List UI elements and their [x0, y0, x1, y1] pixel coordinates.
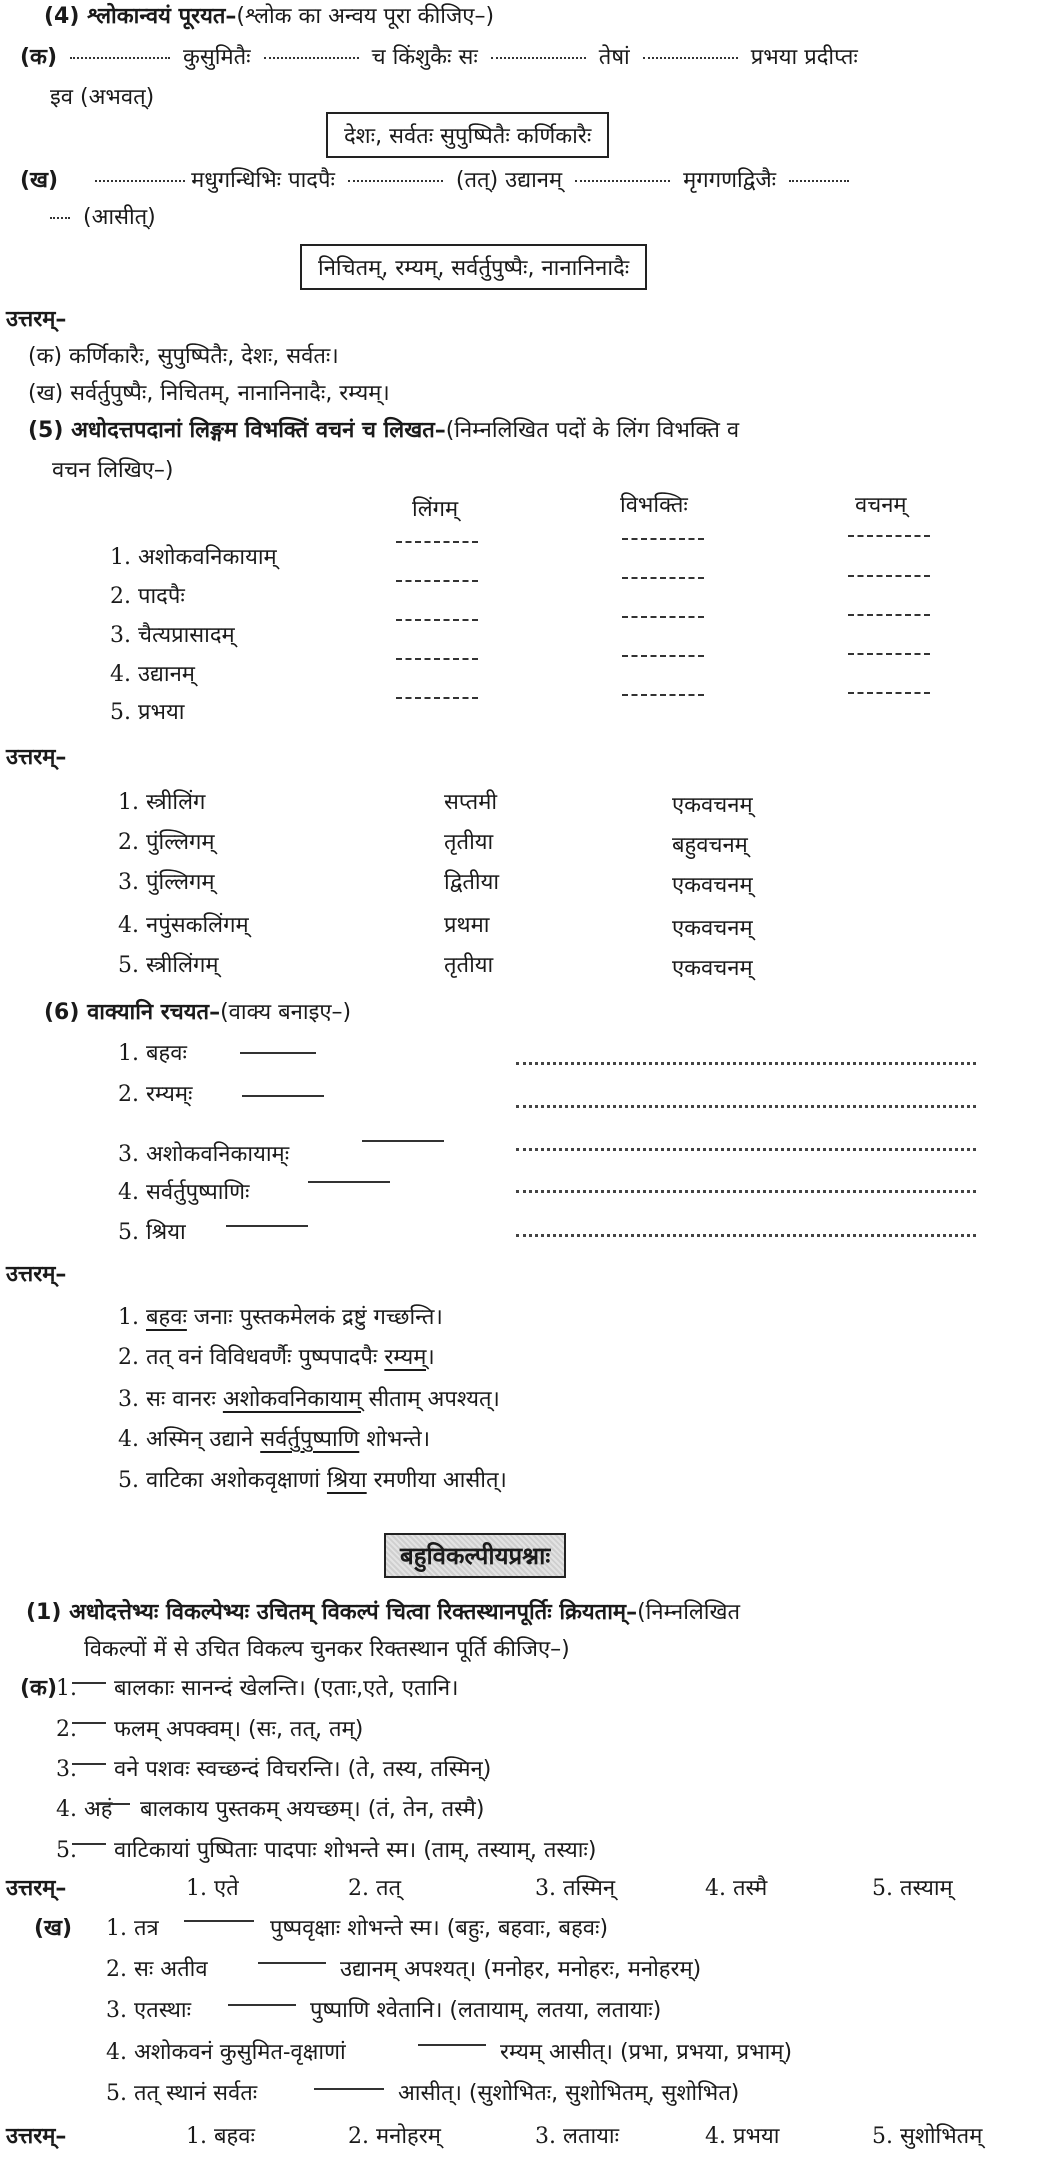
q6-word-3: 3. अशोकवनिकायाम्ः — [118, 1142, 290, 1167]
mcq-ka-blank-2[interactable] — [72, 1722, 106, 1724]
mcq-kha-blank-3[interactable] — [228, 2004, 296, 2006]
mcq-ka-item-3-no: 3. — [56, 1757, 77, 1782]
q6-sentence-line-2[interactable] — [516, 1105, 976, 1108]
q4-kha-word-box: निचितम्, रम्यम्, सर्वर्तुपुष्पैः, नानानिनादैः — [300, 244, 647, 290]
mcq-q1-hint: (निम्नलिखित — [637, 1600, 741, 1625]
item-no: 4. — [106, 2040, 127, 2065]
mcq-ka-item-4 — [56, 1797, 113, 1823]
pre-text: सः अतीव — [134, 1957, 208, 1982]
q6-blank-1[interactable] — [240, 1052, 316, 1054]
q5-answer-vibhakti-1: सप्तमी — [444, 790, 498, 815]
q6-heading: (6) वाक्यानि रचयत– — [44, 1000, 221, 1025]
q5-answer-vachana-2: बहुवचनम् — [672, 833, 748, 858]
mcq-kha-answer-4: 4. प्रभया — [705, 2124, 780, 2149]
q4-answer-kha: (ख) सर्वर्तुपुष्पैः, निचितम्, नानानिनादैः, रम्यम्। — [28, 381, 390, 406]
row-no: 3. — [118, 870, 139, 895]
blank-dots[interactable] — [643, 57, 738, 59]
item-no: 1. — [56, 1676, 77, 1701]
q5-answer-row-2 — [118, 830, 215, 856]
q4-ka-line1 — [20, 45, 858, 71]
q5-heading-hint: (निम्नलिखित पदों के लिंग विभक्ति व — [445, 418, 740, 443]
blank-linga-4[interactable] — [396, 658, 478, 660]
q5-answer-vachana-4: एकवचनम् — [672, 916, 753, 941]
text: 1. — [118, 1305, 146, 1330]
mcq-kha-item-3 — [106, 1998, 191, 2024]
q6-sentence-line-3[interactable] — [516, 1148, 976, 1151]
mcq-kha-item-2 — [106, 1957, 208, 1983]
mcq-kha-item-5 — [106, 2081, 257, 2107]
q6-sentence-line-5[interactable] — [516, 1234, 976, 1237]
q5-word-5: 5. प्रभया — [110, 700, 185, 725]
mcq-kha-answer-3: 3. लतायाः — [535, 2124, 620, 2149]
blank-linga-5[interactable] — [396, 697, 478, 699]
q6-answer-2 — [118, 1345, 435, 1371]
mcq-kha-blank-5[interactable] — [314, 2088, 384, 2090]
q4-ka-line2: इव (अभवत्) — [50, 85, 155, 110]
mcq-ka-item-1 — [56, 1676, 77, 1702]
mcq-kha-text-4: रम्यम् आसीत्। (प्रभा, प्रभया, प्रभाम्) — [500, 2040, 793, 2065]
blank-linga-2[interactable] — [396, 580, 478, 582]
q4-answer-label: उत्तरम्– — [6, 307, 67, 332]
mcq-kha-answer-1: 1. बहवः — [186, 2124, 255, 2149]
q5-col-linga: लिंगम् — [412, 497, 459, 522]
pre-text: अहं — [84, 1797, 113, 1822]
q4-ka-label: (क) — [20, 45, 58, 70]
q6-word-1: 1. बहवः — [118, 1041, 187, 1066]
q4-ka-text-4: प्रभया प्रदीप्तः — [750, 45, 858, 70]
mcq-kha-blank-4[interactable] — [418, 2044, 486, 2046]
blank-dots[interactable] — [491, 57, 586, 59]
blank-vibhakti-2[interactable] — [622, 577, 704, 579]
mcq-ka-text-3: वने पशवः स्वच्छन्दं विचरन्ति। (ते, तस्य, तस्मिन्) — [114, 1757, 492, 1782]
blank-vibhakti-5[interactable] — [622, 694, 704, 696]
q5-word-3: 3. चैत्यप्रासादम् — [110, 623, 235, 648]
q6-sentence-line-1[interactable] — [516, 1062, 976, 1065]
mcq-kha-label: (ख) — [34, 1916, 73, 1941]
q4-heading: (4) श्लोकान्वयं पूरयत– — [44, 4, 237, 29]
blank-vibhakti-1[interactable] — [622, 538, 704, 540]
q6-answer-5 — [118, 1468, 507, 1494]
q4-kha-text-1: मधुगन्धिभिः पादपैः — [191, 168, 335, 193]
q4-kha-label: (ख) — [20, 168, 59, 193]
q5-word-1: 1. अशोकवनिकायाम् — [110, 545, 277, 570]
linga: स्त्रीलिंग — [146, 790, 206, 815]
q6-heading-row — [44, 1000, 351, 1026]
mcq-kha-item-4 — [106, 2040, 346, 2066]
item-no: 3. — [106, 1998, 127, 2023]
linga: पुंल्लिगम् — [146, 830, 215, 855]
q5-col-vibhakti: विभक्तिः — [620, 493, 688, 518]
q4-ka-text-3: तेषां — [598, 45, 630, 70]
q4-kha-text-3: मृगगणद्विजैः — [683, 168, 777, 193]
q4-heading-row — [44, 4, 494, 30]
mcq-kha-text-3: पुष्पाणि श्वेतानि। (लतायाम्, लतया, लतायाः) — [310, 1998, 662, 2023]
q6-word-4: 4. सर्वर्तुपुष्पाणिः — [118, 1180, 250, 1205]
q5-answer-vibhakti-3: द्वितीया — [444, 870, 500, 895]
q6-answer-1 — [118, 1305, 443, 1331]
q4-heading-hint: (श्लोक का अन्वय पूरा कीजिए–) — [236, 4, 495, 29]
blank-dots[interactable] — [264, 57, 359, 59]
mcq-ka-blank-4[interactable] — [96, 1803, 130, 1805]
q6-answer-4 — [118, 1427, 430, 1453]
q6-answer-label: उत्तरम्– — [6, 1262, 67, 1287]
mcq-q1-heading: (1) अधोदत्तेभ्यः विकल्पेभ्यः उचितम् विकल्पं चित्वा रिक्तस्थानपूर्तिः क्रियताम्– — [26, 1600, 638, 1625]
mcq-ka-item-2-no: 2. — [56, 1717, 77, 1742]
q5-word-4: 4. उद्यानम् — [110, 662, 195, 687]
blank-dots[interactable] — [50, 217, 70, 219]
blank-linga-3[interactable] — [396, 619, 478, 621]
blank-vachana-3[interactable] — [848, 614, 930, 616]
item-no: 1. — [106, 1916, 127, 1941]
q5-heading-hint-line2: वचन लिखिए–) — [52, 458, 174, 483]
q6-word-5: 5. श्रिया — [118, 1220, 186, 1245]
q6-sentence-line-4[interactable] — [516, 1190, 976, 1193]
mcq-kha-text-2: उद्यानम् अपश्यत्। (मनोहर, मनोहरः, मनोहरम्) — [340, 1957, 702, 1982]
mcq-ka-label: (क) — [20, 1676, 58, 1701]
row-no: 5. — [118, 953, 139, 978]
q6-blank-3[interactable] — [362, 1140, 444, 1142]
q5-answer-row-3 — [118, 870, 215, 896]
q4-ka-text-2: च किंशुकैः सः — [371, 45, 478, 70]
text: जनाः पुस्तकमेलकं द्रष्टुं गच्छन्ति। — [186, 1305, 443, 1330]
q5-answer-vibhakti-5: तृतीया — [444, 953, 494, 978]
mcq-q1-hint-line2: विकल्पों में से उचित विकल्प चुनकर रिक्तस्थान पूर्ति कीजिए–) — [84, 1637, 570, 1662]
q5-heading-row — [28, 418, 739, 444]
q6-word-2: 2. रम्यम्ः — [118, 1082, 193, 1107]
mcq-ka-answer-label: उत्तरम्– — [6, 1876, 67, 1901]
q4-answer-ka: (क) कर्णिकारैः, सुपुष्पितैः, देशः, सर्वतः। — [28, 344, 339, 369]
q5-answer-row-1 — [118, 790, 205, 816]
q5-col-vachana: वचनम् — [855, 493, 907, 518]
mcq-ka-answer-1: 1. एते — [186, 1876, 239, 1901]
underlined-word: अशोकवनिकायाम् — [222, 1387, 362, 1412]
mcq-kha-text-1: पुष्पवृक्षाः शोभन्ते स्म। (बहुः, बहवाः, बहवः) — [270, 1916, 609, 1941]
mcq-ka-text-5: वाटिकायां पुष्पिताः पादपाः शोभन्ते स्म। (ताम्, तस्याम्, तस्याः) — [114, 1838, 597, 1863]
mcq-kha-blank-2[interactable] — [258, 1962, 326, 1964]
q4-kha-text-2: (तत्) उद्यानम् — [455, 168, 563, 193]
pre-text: तत्र — [134, 1916, 159, 1941]
mcq-ka-text-4: बालकाय पुस्तकम् अयच्छम्। (तं, तेन, तस्मै) — [140, 1797, 485, 1822]
q6-answer-3 — [118, 1387, 500, 1413]
mcq-ka-answer-5: 5. तस्याम् — [872, 1876, 953, 1901]
q5-answer-vibhakti-2: तृतीया — [444, 830, 494, 855]
blank-dots[interactable] — [575, 180, 670, 182]
blank-dots[interactable] — [70, 57, 170, 59]
item-no: 4. — [56, 1797, 77, 1822]
mcq-ka-text-2: फलम् अपक्वम्। (सः, तत्, तम्) — [114, 1717, 364, 1742]
text: 3. सः वानरः — [118, 1387, 223, 1412]
q5-heading: (5) अधोदत्तपदानां लिङ्गम विभक्तिं वचनं च लिखत– — [28, 418, 446, 443]
item-no: 2. — [106, 1957, 127, 1982]
mcq-section-title: बहुविकल्पीयप्रश्नाः — [384, 1533, 566, 1578]
mcq-ka-blank-5[interactable] — [72, 1843, 106, 1845]
row-no: 2. — [118, 830, 139, 855]
mcq-kha-answer-5: 5. सुशोभितम् — [872, 2124, 983, 2149]
blank-dots[interactable] — [348, 180, 443, 182]
text: 4. अस्मिन् उद्याने — [118, 1427, 261, 1452]
pre-text: तत् स्थानं सर्वतः — [134, 2081, 258, 2106]
blank-vachana-4[interactable] — [848, 653, 930, 655]
mcq-ka-blank-1[interactable] — [72, 1682, 106, 1684]
row-no: 1. — [118, 790, 139, 815]
blank-dots[interactable] — [789, 180, 849, 182]
mcq-kha-item-1 — [106, 1916, 159, 1942]
q5-answer-row-5 — [118, 953, 219, 979]
q5-answer-vachana-5: एकवचनम् — [672, 956, 753, 981]
q4-ka-word-box: देशः, सर्वतः सुपुष्पितैः कर्णिकारैः — [326, 112, 609, 158]
text: सीताम् अपश्यत्। — [361, 1387, 500, 1412]
underlined-word: बहवः — [145, 1305, 187, 1330]
mcq-ka-answer-4: 4. तस्मै — [705, 1876, 768, 1901]
q4-kha-line1 — [20, 168, 855, 194]
mcq-ka-blank-3[interactable] — [72, 1763, 106, 1765]
blank-linga-1[interactable] — [396, 541, 478, 543]
mcq-ka-answer-3: 3. तस्मिन् — [535, 1876, 616, 1901]
text: । — [426, 1345, 435, 1370]
mcq-ka-item-5-no: 5. — [56, 1838, 77, 1863]
underlined-word: श्रिया — [326, 1468, 367, 1493]
q6-heading-hint: (वाक्य बनाइए–) — [220, 1000, 352, 1025]
text: 5. वाटिका अशोकवृक्षाणां — [118, 1468, 327, 1493]
blank-vibhakti-3[interactable] — [622, 616, 704, 618]
linga: नपुंसकलिंगम् — [146, 913, 249, 938]
mcq-kha-text-5: आसीत्। (सुशोभितः, सुशोभितम्, सुशोभित) — [398, 2081, 740, 2106]
q4-kha-line2 — [50, 205, 156, 231]
blank-dots[interactable] — [95, 180, 185, 182]
linga: पुंल्लिगम् — [146, 870, 215, 895]
pre-text: एतस्थाः — [134, 1998, 192, 2023]
q5-answer-label: उत्तरम्– — [6, 745, 67, 770]
blank-vachana-1[interactable] — [848, 535, 930, 537]
item-no: 5. — [106, 2081, 127, 2106]
mcq-q1-heading-row — [26, 1600, 740, 1626]
q5-answer-row-4 — [118, 913, 249, 939]
q4-ka-text-1: कुसुमितैः — [183, 45, 251, 70]
mcq-kha-answer-2: 2. मनोहरम् — [348, 2124, 441, 2149]
mcq-ka-text-1: बालकाः सानन्दं खेलन्ति। (एताः,एते, एतानि। — [114, 1676, 459, 1701]
underlined-word: सर्वर्तुपुष्पाणि — [260, 1427, 360, 1452]
blank-vibhakti-4[interactable] — [622, 655, 704, 657]
underlined-word: रम्यम् — [384, 1345, 427, 1370]
linga: स्त्रीलिंगम् — [146, 953, 219, 978]
mcq-ka-answer-2: 2. तत् — [348, 1876, 402, 1901]
q5-answer-vachana-3: एकवचनम् — [672, 873, 753, 898]
text: 2. तत् वनं विविधवर्णैः पुष्पपादपैः — [118, 1345, 385, 1370]
q5-word-2: 2. पादपैः — [110, 584, 185, 609]
q5-answer-vibhakti-4: प्रथमा — [444, 913, 490, 938]
text: रमणीया आसीत्। — [366, 1468, 507, 1493]
q6-blank-2[interactable] — [242, 1095, 324, 1097]
pre-text: अशोकवनं कुसुमित-वृक्षाणां — [134, 2040, 346, 2065]
text: शोभन्ते। — [359, 1427, 431, 1452]
q6-blank-5[interactable] — [226, 1225, 308, 1227]
blank-vachana-5[interactable] — [848, 692, 930, 694]
q4-kha-line2-text: (आसीत्) — [83, 205, 156, 230]
mcq-kha-answer-label: उत्तरम्– — [6, 2124, 67, 2149]
row-no: 4. — [118, 913, 139, 938]
q5-answer-vachana-1: एकवचनम् — [672, 793, 753, 818]
blank-vachana-2[interactable] — [848, 575, 930, 577]
mcq-kha-blank-1[interactable] — [184, 1920, 254, 1922]
q6-blank-4[interactable] — [308, 1181, 390, 1183]
